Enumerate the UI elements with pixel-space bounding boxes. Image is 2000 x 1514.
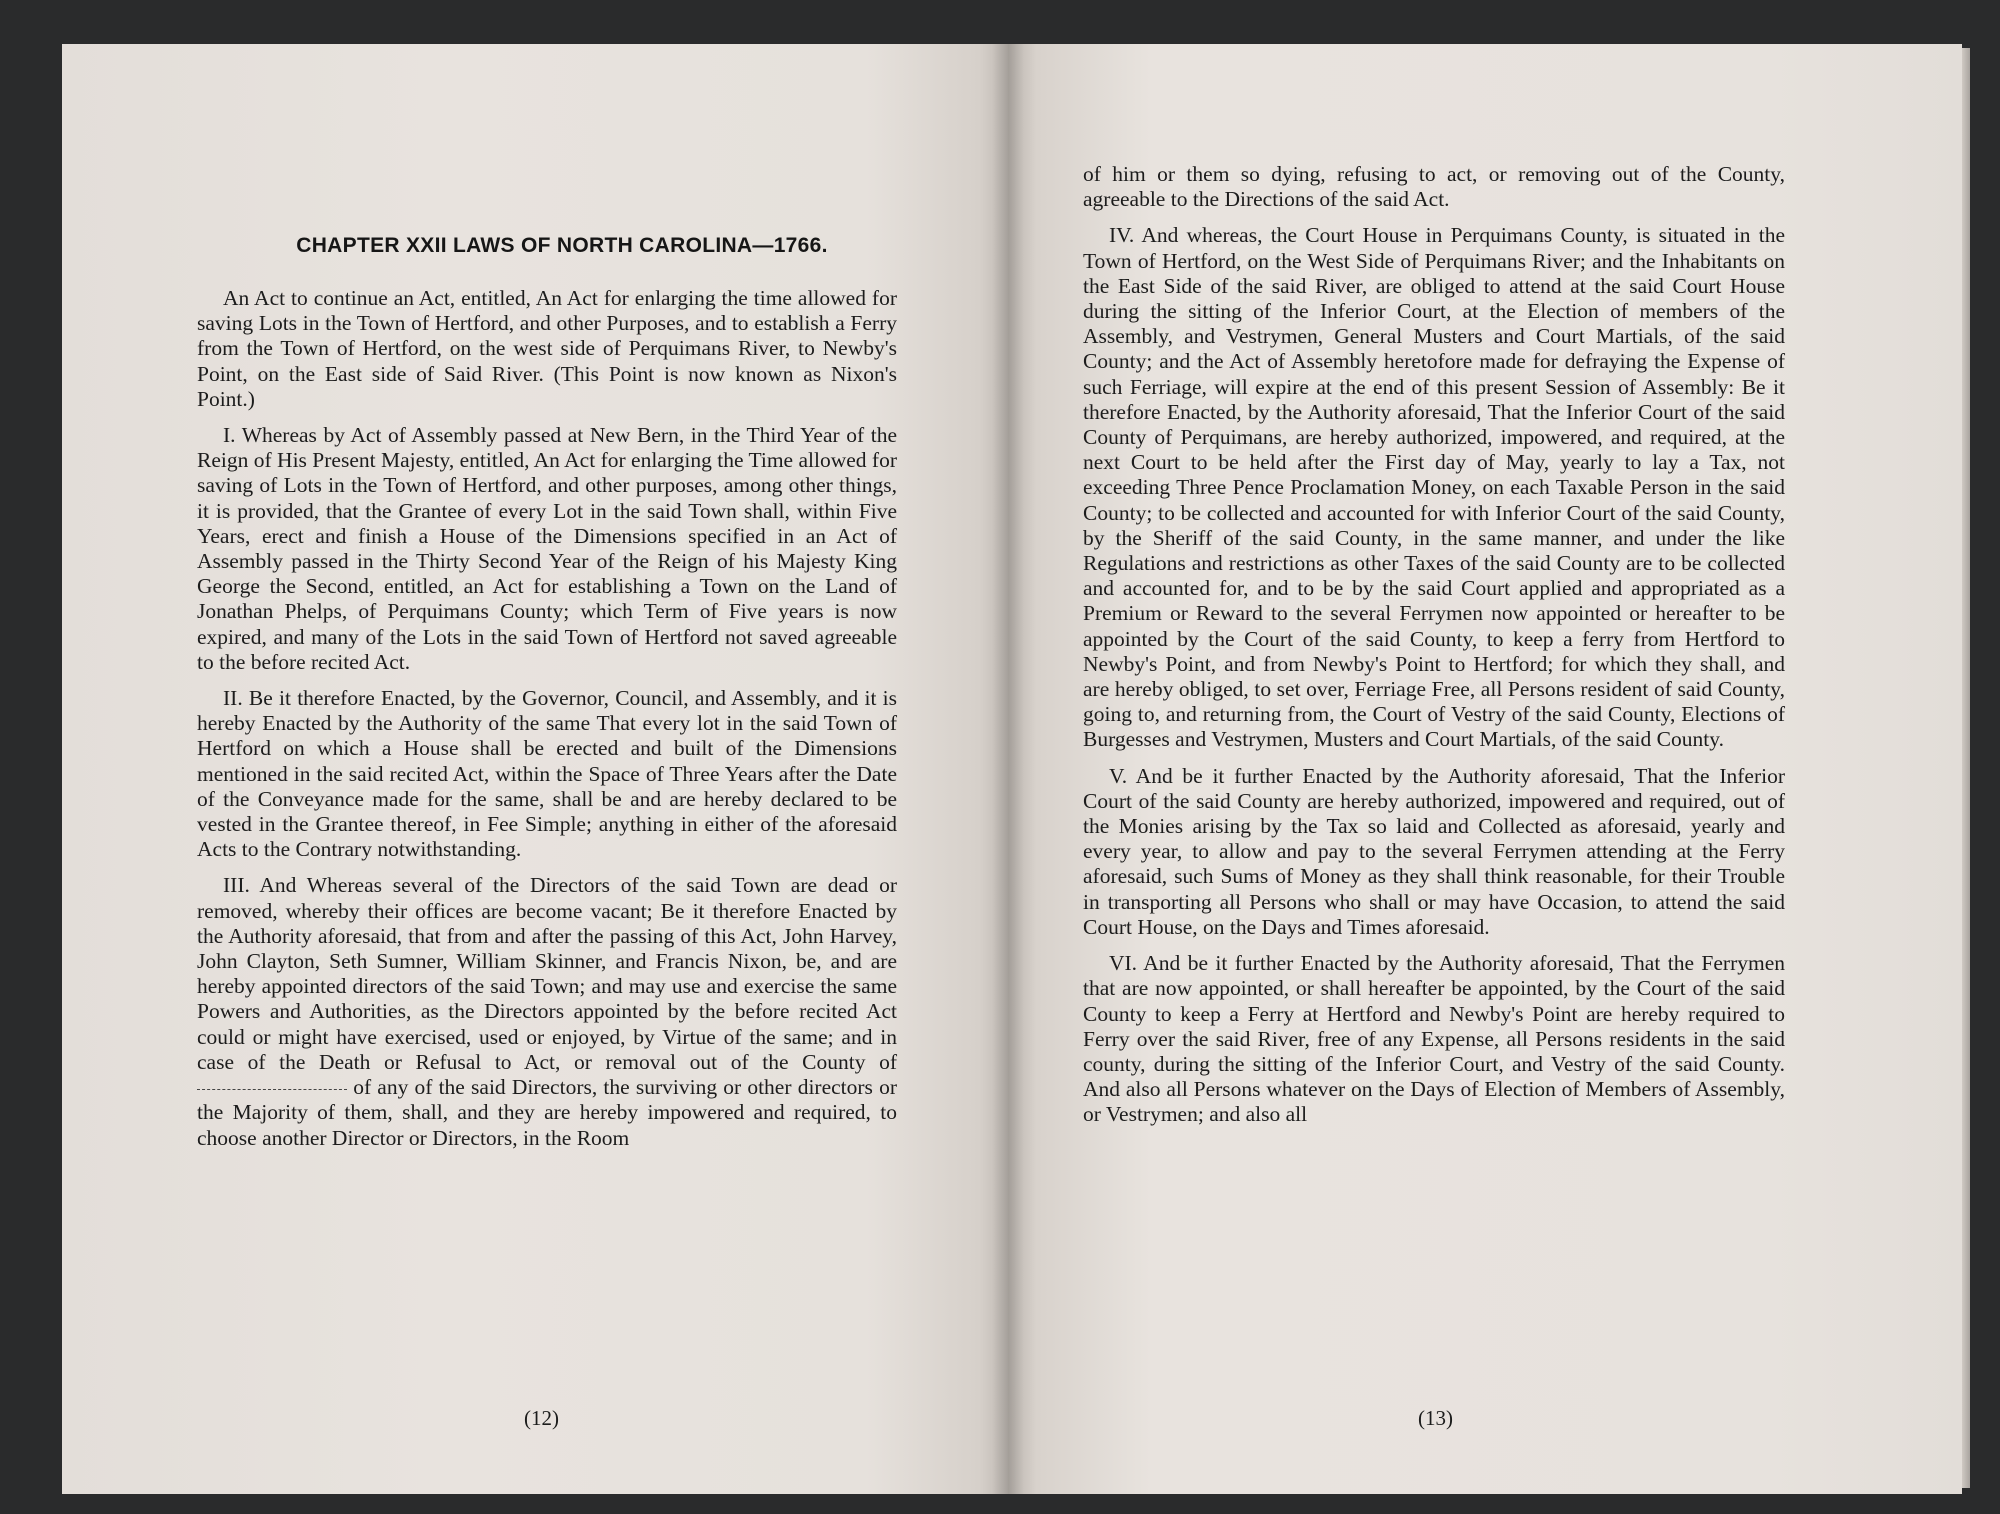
left-page-text xyxy=(197,286,897,1162)
section-iii-text-part2: of any of the said Directors, the surviving or other directors or the Majority of them, shall, and they are hereby impowered and required, to choose another Director or Directors, in the Room xyxy=(197,1075,897,1150)
book-spread xyxy=(62,44,1962,1494)
page-number-left: (12) xyxy=(524,1406,559,1430)
section-vi-paragraph: VI. And be it further Enacted by the Authority aforesaid, That the Ferrymen that are now appointed, or shall hereafter be appointed, by the Court of the said County to keep a Ferry at Hertford and Newby's Point are hereby required to Ferry over the said River, free of any Expense, all Persons residents in the said county, during the sitting of the Inferior Court, and Vestry of the said County. And also all Persons whatever on the Days of Election of Members of Assembly, or Vestrymen; and also all xyxy=(1083,951,1785,1127)
right-page xyxy=(1008,44,1962,1494)
section-iii-paragraph xyxy=(197,873,897,1150)
section-ii-paragraph: II. Be it therefore Enacted, by the Governor, Council, and Assembly, and it is hereby Enacted by the Authority of the same That every lot in the said Town of Hertford on which a House shall be erected and built of the Dimensions mentioned in the said recited Act, within the Space of Three Years after the Date of the Conveyance made for the same, shall be and are hereby declared to be vested in the Grantee thereof, in Fee Simple; anything in either of the aforesaid Acts to the Contrary notwithstanding. xyxy=(197,686,897,862)
section-iv-paragraph: IV. And whereas, the Court House in Perquimans County, is situated in the Town of Hertford, on the West Side of Perquimans River; and the Inhabitants on the East Side of the said River, are obliged to attend at the said Court House during the sitting of the Inferior Court, at the Election of members of the Assembly, and Vestrymen, General Musters and Court Martials, of the said County; and the Act of Assembly heretofore made for defraying the Expense of such Ferriage, will expire at the end of this present Session of Assembly: Be it therefore Enacted, by the Authority aforesaid, That the Inferior Court of the said County of Perquimans, are hereby authorized, impowered, and required, at the next Court to be held after the First day of May, yearly to lay a Tax, not exceeding Three Pence Proclamation Money, on each Taxable Person in the said County; to be collected and accounted for with Inferior Court of the said County, by the Sheriff of the said County, in the same manner, and under the like Regulations and restrictions as other Taxes of the said County are to be collected and accounted for, and to be by the said Court applied and appropriated as a Premium or Reward to the several Ferrymen now appointed or hereafter to be appointed by the Court of the said County, to keep a ferry from Hertford to Newby's Point, and from Newby's Point to Hertford; for which they shall, and are hereby obliged, to set over, Ferriage Free, all Persons resident of said County, going to, and returning from, the Court of Vestry of the said County, Elections of Burgesses and Vestrymen, Musters and Court Martials, of the said County. xyxy=(1083,223,1785,752)
chapter-heading: CHAPTER XXII LAWS OF NORTH CAROLINA—1766. xyxy=(296,234,828,257)
right-page-text xyxy=(1083,162,1785,1139)
blank-fill-line xyxy=(197,1089,347,1090)
section-iii-text-part1: III. And Whereas several of the Directors of the said Town are dead or removed, whereby their offices are become vacant; Be it therefore Enacted by the Authority aforesaid, that from and after the passing of this Act, John Harvey, John Clayton, Seth Sumner, William Skinner, and Francis Nixon, be, and are hereby appointed directors of the said Town; and may use and exercise the same Powers and Authorities, as the Directors appointed by the before recited Act could or might have exercised, used or enjoyed, by Virtue of the same; and in case of the Death or Refusal to Act, or removal out of the County of xyxy=(197,873,897,1074)
page-number-right: (13) xyxy=(1418,1406,1453,1430)
continuation-paragraph: of him or them so dying, refusing to act, or removing out of the County, agreeable to the Directions of the said Act. xyxy=(1083,162,1785,212)
page-stack-edge xyxy=(1962,48,1970,1488)
book-gutter xyxy=(992,44,1024,1494)
section-i-paragraph: I. Whereas by Act of Assembly passed at New Bern, in the Third Year of the Reign of His Present Majesty, entitled, An Act for enlarging the Time allowed for saving of Lots in the Town of Hertford, and other purposes, among other things, it is provided, that the Grantee of every Lot in the said Town shall, within Five Years, erect and finish a House of the Dimensions specified in an Act of Assembly passed in the Thirty Second Year of the Reign of his Majesty King George the Second, entitled, an Act for establishing a Town on the Land of Jonathan Phelps, of Perquimans County; which Term of Five years is now expired, and many of the Lots in the said Town of Hertford not saved agreeable to the before recited Act. xyxy=(197,423,897,674)
act-title-paragraph: An Act to continue an Act, entitled, An Act for enlarging the time allowed for saving Lots in the Town of Hertford, and other Purposes, and to establish a Ferry from the Town of Hertford, on the west side of Perquimans River, to Newby's Point, on the East side of Said River. (This Point is now known as Nixon's Point.) xyxy=(197,286,897,411)
section-v-paragraph: V. And be it further Enacted by the Authority aforesaid, That the Inferior Court of the said County are hereby authorized, impowered and required, out of the Monies arising by the Tax so laid and Collected as aforesaid, yearly and every year, to allow and pay to the several Ferrymen attending at the Ferry aforesaid, such Sums of Money as they shall think reasonable, for their Trouble in transporting all Persons who shall or may have Occasion, to attend the said Court House, on the Days and Times aforesaid. xyxy=(1083,763,1785,939)
left-page xyxy=(62,44,1008,1494)
